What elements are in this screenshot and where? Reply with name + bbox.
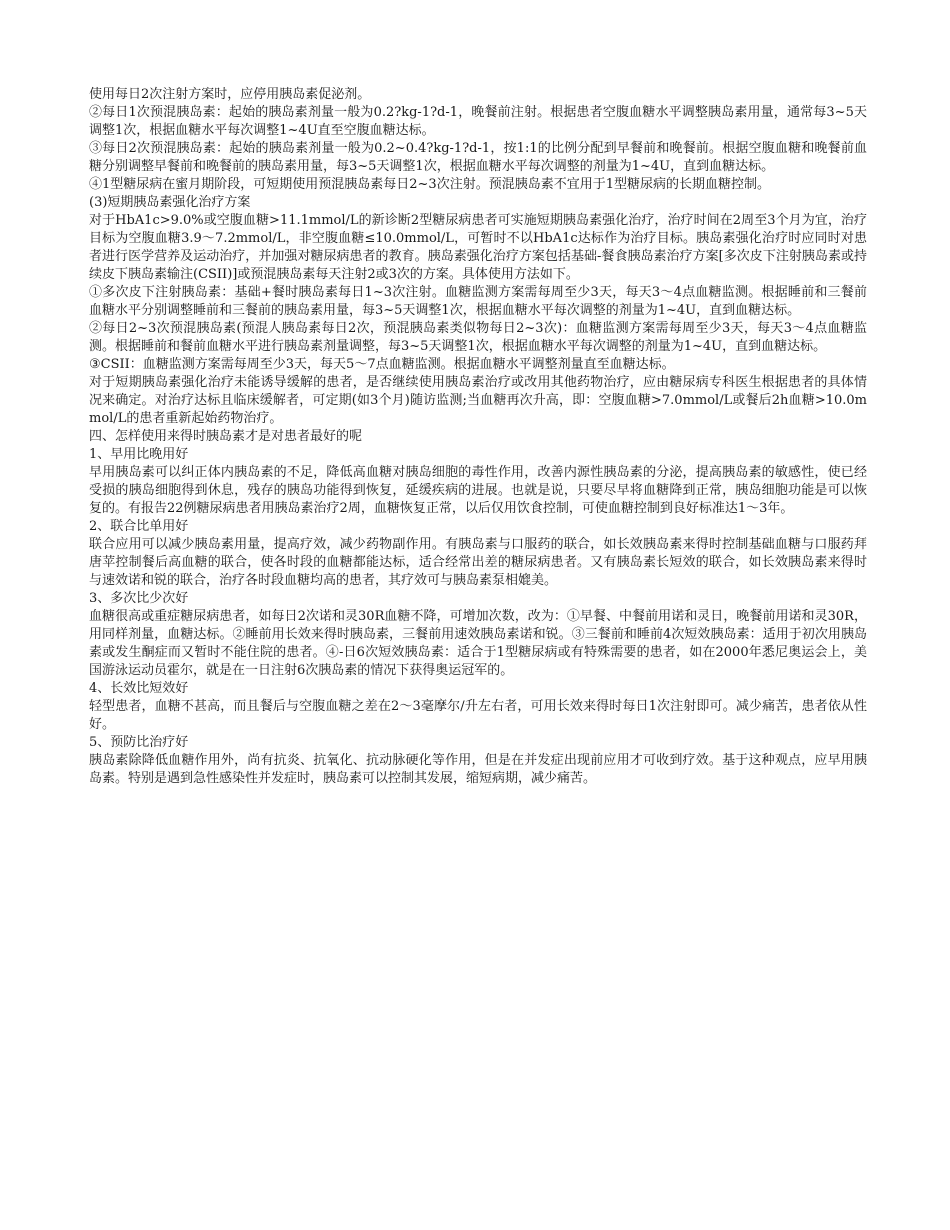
paragraph-continuation-premix: 使用每日2次注射方案时，应停用胰岛素促泌剂。 bbox=[89, 87, 371, 102]
paragraph-multiple-doses: 血糖很高或重症糖尿病患者，如每日2次诺和灵30R血糖不降，可增加次数，改为：①早餐、中餐前用诺和灵日，晚餐前用诺和灵30R，用同样剂量，血糖达标。②睡前用长效来得时胰岛素，三餐前用速效胰岛素诺和锐。③三餐前和睡前4次短效胰岛素：适用于初次用胰岛素或发生酮症而又暂时不能住院的患者。④-日6次短效胰岛素：适合于1型糖尿病或有特殊需要的患者，如在2000年悉尼奥运会上，美国游泳运动员霍尔，就是在一日注射6次胰岛素的情况下获得奥运冠军的。 bbox=[89, 609, 867, 678]
paragraph-intensive-intro: 对于HbA1c>9.0%或空腹血糖>11.1mmol/L的新诊断2型糖尿病患者可实施短期胰岛素强化治疗，治疗时间在2周至3个月为宜，治疗目标为空腹血糖3.9～7.2mmol/L，非空腹血糖≤10.0mmol/L，可暂时不以HbA1c达标作为治疗目标。胰岛素强化治疗时应同时对患者进行医学营养及运动治疗，并加强对糖尿病患者的教育。胰岛素强化治疗方案包括基础-餐食胰岛素治疗方案[多次皮下注射胰岛素或持续皮下胰岛素输注(CSII)]或预混胰岛素每天注射2或3次的方案。具体使用方法如下。 bbox=[89, 213, 867, 282]
paragraph-early-use: 早用胰岛素可以纠正体内胰岛素的不足，降低高血糖对胰岛细胞的毒性作用，改善内源性胰岛素的分泌，提高胰岛素的敏感性，使已经受损的胰岛细胞得到休息，残存的胰岛功能得到恢复，延缓疾病的进展。也就是说，只要尽早将血糖降到正常，胰岛细胞功能是可以恢复的。有报告22例糖尿病患者用胰岛素治疗2周，血糖恢复正常，以后仅用饮食控制，可使血糖控制到良好标准达1～3年。 bbox=[89, 465, 867, 516]
paragraph-long-acting: 轻型患者，血糖不甚高，而且餐后与空腹血糖之差在2～3毫摩尔/升左右者，可用长效来得时每日1次注射即可。减少痛苦，患者依从性好。 bbox=[89, 699, 867, 732]
paragraph-non-remission: 对于短期胰岛素强化治疗未能诱导缓解的患者，是否继续使用胰岛素治疗或改用其他药物治疗，应由糖尿病专科医生根据患者的具体情况来确定。对治疗达标且临床缓解者，可定期(如3个月)随访监测;当血糖再次升高，即：空腹血糖>7.0mmol/L或餐后2h血糖>10.0mmol/L的患者重新起始药物治疗。 bbox=[89, 375, 867, 426]
paragraph-multiple-injections: ①多次皮下注射胰岛素：基础+餐时胰岛素每日1~3次注射。血糖监测方案需每周至少3天，每天3～4点血糖监测。根据睡前和三餐前血糖水平分别调整睡前和三餐前的胰岛素用量，每3~5天调整1次，根据血糖水平每次调整的剂量为1~4U，直到血糖达标。 bbox=[89, 285, 867, 318]
heading-prevention: 5、预防比治疗好 bbox=[89, 735, 189, 750]
paragraph-prevention: 胰岛素除降低血糖作用外，尚有抗炎、抗氧化、抗动脉硬化等作用，但是在并发症出现前应用才可收到疗效。基于这种观点，应早用胰岛素。特别是遇到急性感染性并发症时，胰岛素可以控制其发展，缩短病期，减少痛苦。 bbox=[89, 753, 867, 786]
heading-section-four: 四、怎样使用来得时胰岛素才是对患者最好的呢 bbox=[89, 429, 363, 444]
heading-early-use: 1、早用比晚用好 bbox=[89, 447, 189, 462]
heading-combination: 2、联合比单用好 bbox=[89, 519, 189, 534]
heading-multiple-doses: 3、多次比少次好 bbox=[89, 591, 189, 606]
paragraph-premix-2-3-times: ②每日2~3次预混胰岛素(预混人胰岛素每日2次，预混胰岛素类似物每日2~3次)：血糖监测方案需每周至少3天，每天3～4点血糖监测。根据睡前和餐前血糖水平进行胰岛素剂量调整，每3~5天调整1次，根据血糖水平每次调整的剂量为1~4U，直到血糖达标。 bbox=[89, 321, 867, 354]
paragraph-csii: ③CSII：血糖监测方案需每周至少3天，每天5～7点血糖监测。根据血糖水平调整剂量直至血糖达标。 bbox=[89, 357, 675, 372]
paragraph-type1-honeymoon: ④1型糖尿病在蜜月期阶段，可短期使用预混胰岛素每日2~3次注射。预混胰岛素不宜用于1型糖尿病的长期血糖控制。 bbox=[89, 177, 770, 192]
heading-short-term-intensive: (3)短期胰岛素强化治疗方案 bbox=[89, 195, 251, 210]
heading-long-acting: 4、长效比短效好 bbox=[89, 681, 189, 696]
paragraph-premix-twice-daily: ③每日2次预混胰岛素：起始的胰岛素剂量一般为0.2~0.4?kg-1?d-1，按1:1的比例分配到早餐前和晚餐前。根据空腹血糖和晚餐前血糖分别调整早餐前和晚餐前的胰岛素用量，每3~5天调整1次，根据血糖水平每次调整的剂量为1~4U，直到血糖达标。 bbox=[89, 141, 867, 174]
paragraph-combination: 联合应用可以减少胰岛素用量，提高疗效，减少药物副作用。有胰岛素与口服药的联合，如长效胰岛素来得时控制基础血糖与口服药拜唐苹控制餐后高血糖的联合，使各时段的血糖都能达标，适合经常出差的糖尿病患者。又有胰岛素长短效的联合，如长效胰岛素来得时与速效诺和锐的联合，治疗各时段血糖均高的患者，其疗效可与胰岛素泵相媲美。 bbox=[89, 537, 867, 588]
paragraph-premix-once-daily: ②每日1次预混胰岛素：起始的胰岛素剂量一般为0.2?kg-1?d-1，晚餐前注射。根据患者空腹血糖水平调整胰岛素用量，通常每3~5天调整1次，根据血糖水平每次调整1~4U直至空腹血糖达标。 bbox=[89, 105, 867, 138]
document-page bbox=[89, 86, 867, 788]
